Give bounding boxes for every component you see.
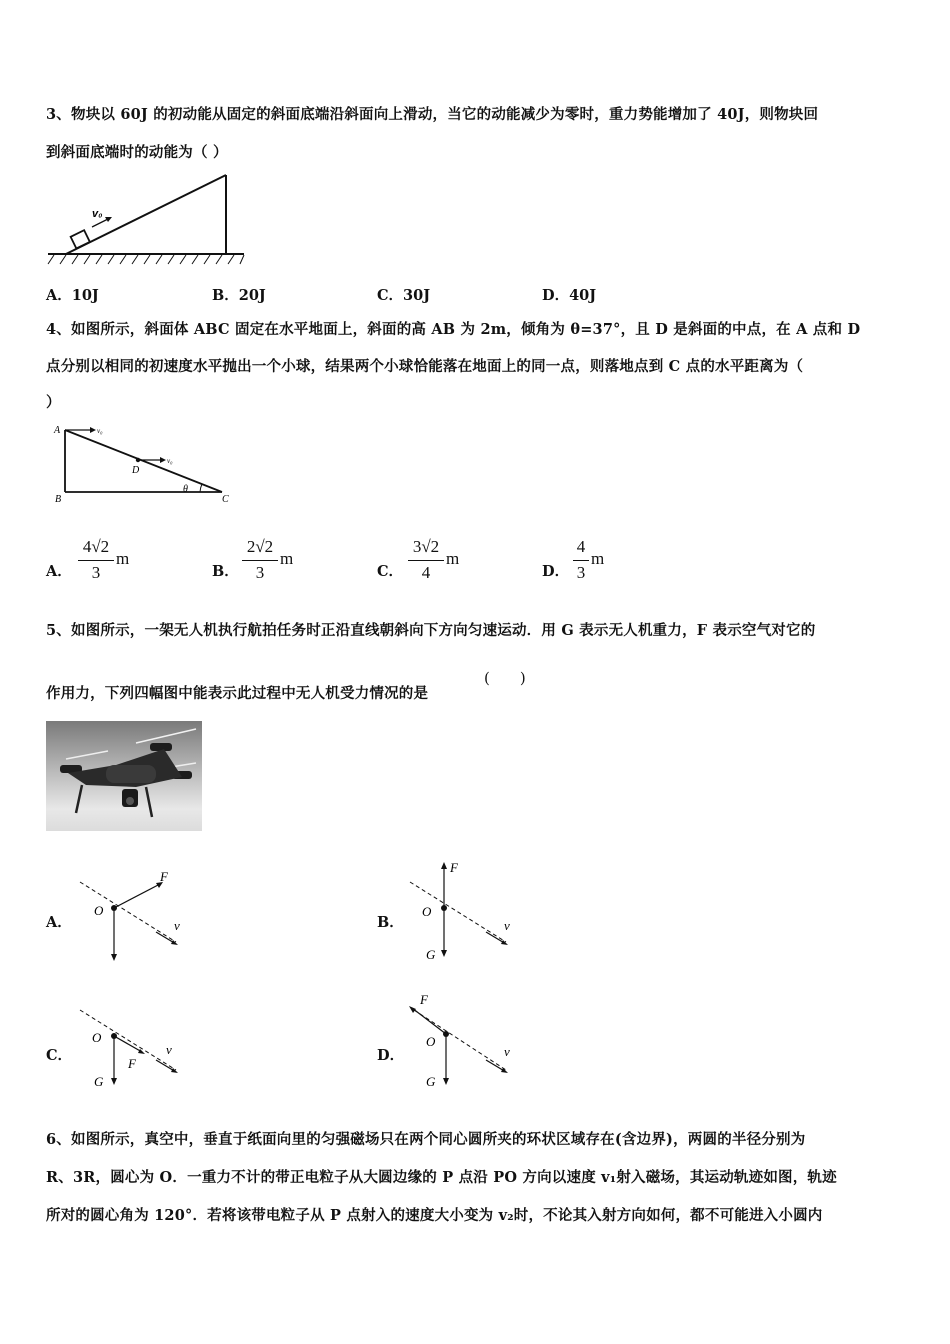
q5-diagram-a[interactable] (76, 868, 186, 964)
q4-d-numerator: 4 (576, 537, 586, 556)
q5d-label-g: G (426, 1074, 436, 1089)
q4-text-line3: ） (46, 394, 61, 411)
q4-b-fraction-bar (242, 560, 278, 561)
q5b-label-o: O (422, 904, 432, 919)
q4-option-b-fraction[interactable] (240, 537, 300, 587)
q4-b-unit: m (280, 549, 294, 568)
q5b-label-f: F (450, 860, 458, 875)
drone-photo (46, 721, 202, 831)
q4-point-c: C (222, 494, 229, 505)
q5c-label-v: v (166, 1042, 172, 1057)
q4-c-unit: m (446, 549, 460, 568)
q3-incline-figure (46, 170, 246, 268)
q4-option-c-fraction[interactable] (406, 537, 466, 587)
q4-point-d: D (132, 465, 140, 476)
q4-point-a: A (54, 425, 61, 436)
q4-a-unit: m (116, 549, 130, 568)
q4-option-a-fraction[interactable] (76, 537, 136, 587)
q4-d-denominator: 3 (576, 563, 586, 582)
q4-point-b: B (55, 494, 62, 505)
q3-option-a[interactable]: A．10J (46, 287, 99, 304)
q4-text-line2: 点分别以相同的初速度水平抛出一个小球，结果两个小球恰能落在地面上的同一点，则落地点到 C 点的水平距离为（ (46, 358, 804, 375)
q5-diagram-c[interactable] (76, 1004, 186, 1094)
drone-icon (46, 721, 202, 831)
q3-text-line2: 到斜面底端时的动能为（ ） (46, 144, 228, 161)
q5-diagram-b[interactable] (406, 858, 516, 964)
q4-option-a-letter[interactable]: A． (46, 563, 72, 580)
q5c-label-o: O (92, 1030, 102, 1045)
q4-v0-top: v₀ (97, 427, 103, 435)
q4-d-unit: m (591, 549, 605, 568)
q5a-label-f: F (160, 869, 168, 884)
q3-text-line1: 3、物块以 60J 的初动能从固定的斜面底端沿斜面向上滑动，当它的动能减少为零时，重力势能增加了 40J，则物块回 (46, 106, 819, 123)
q4-a-numerator: 4√2 (82, 537, 110, 556)
q5-option-c-letter[interactable]: C． (46, 1047, 73, 1064)
q4-option-b-letter[interactable]: B． (212, 563, 239, 580)
q4-c-numerator: 3√2 (412, 537, 440, 556)
q4-v0-mid: v₀ (167, 457, 173, 465)
q4-a-fraction-bar (78, 560, 114, 561)
q5d-label-v: v (504, 1044, 510, 1059)
q3-option-b[interactable]: B．20J (212, 287, 266, 304)
q4-d-fraction-bar (573, 560, 589, 561)
q5-diagram-d[interactable] (406, 990, 516, 1094)
q4-option-c-letter[interactable]: C． (377, 563, 404, 580)
q6-text-line2: R、3R，圆心为 O．一重力不计的带正电粒子从大圆边缘的 P 点沿 PO 方向以速度 v₁射入磁场，其运动轨迹如图，轨迹 (46, 1169, 837, 1186)
q4-c-fraction-bar (408, 560, 444, 561)
q4-text-line1: 4、如图所示，斜面体 ABC 固定在水平地面上，斜面的高 AB 为 2m，倾角为 θ=37°，且 D 是斜面的中点，在 A 点和 D (46, 321, 861, 338)
q5b-label-g: G (426, 947, 436, 962)
q5d-label-f: F (420, 992, 428, 1007)
q6-text-line3: 所对的圆心角为 120°．若将该带电粒子从 P 点射入的速度大小变为 v₂时，不论其入射方向如何，都不可能进入小圆内 (46, 1207, 823, 1224)
q4-b-denominator: 3 (255, 563, 265, 582)
q5a-label-o: O (94, 903, 104, 918)
q6-text-line1: 6、如图所示，真空中，垂直于纸面向里的匀强磁场只在两个同心圆所夹的环状区域存在(含边界)，两圆的半径分别为 (46, 1131, 806, 1148)
q5-option-a-letter[interactable]: A． (46, 914, 72, 931)
q4-theta: θ (183, 484, 188, 495)
q3-option-c[interactable]: C．30J (377, 287, 431, 304)
q5a-label-v: v (174, 918, 180, 933)
q4-triangle-figure (50, 422, 240, 504)
q5b-label-v: v (504, 918, 510, 933)
q3-option-d[interactable]: D．40J (542, 287, 597, 304)
q5-text-line1: 5、如图所示，一架无人机执行航拍任务时正沿直线朝斜向下方向匀速运动．用 G 表示无人机重力，F 表示空气对它的 (46, 622, 816, 639)
q4-a-denominator: 3 (91, 563, 101, 582)
q5-answer-paren: ( ) (484, 669, 526, 687)
q3-v0-label: v₀ (92, 208, 103, 220)
q5-option-d-letter[interactable]: D． (377, 1047, 405, 1064)
q5-option-b-letter[interactable]: B． (377, 914, 404, 931)
q5d-label-o: O (426, 1034, 436, 1049)
q4-c-denominator: 4 (421, 563, 431, 582)
q4-b-numerator: 2√2 (246, 537, 274, 556)
q4-option-d-letter[interactable]: D． (542, 563, 570, 580)
q5c-label-g: G (94, 1074, 104, 1089)
q5c-label-f: F (128, 1056, 136, 1071)
q5-text-line2: 作用力，下列四幅图中能表示此过程中无人机受力情况的是 (46, 685, 429, 702)
q4-option-d-fraction[interactable] (561, 537, 621, 587)
